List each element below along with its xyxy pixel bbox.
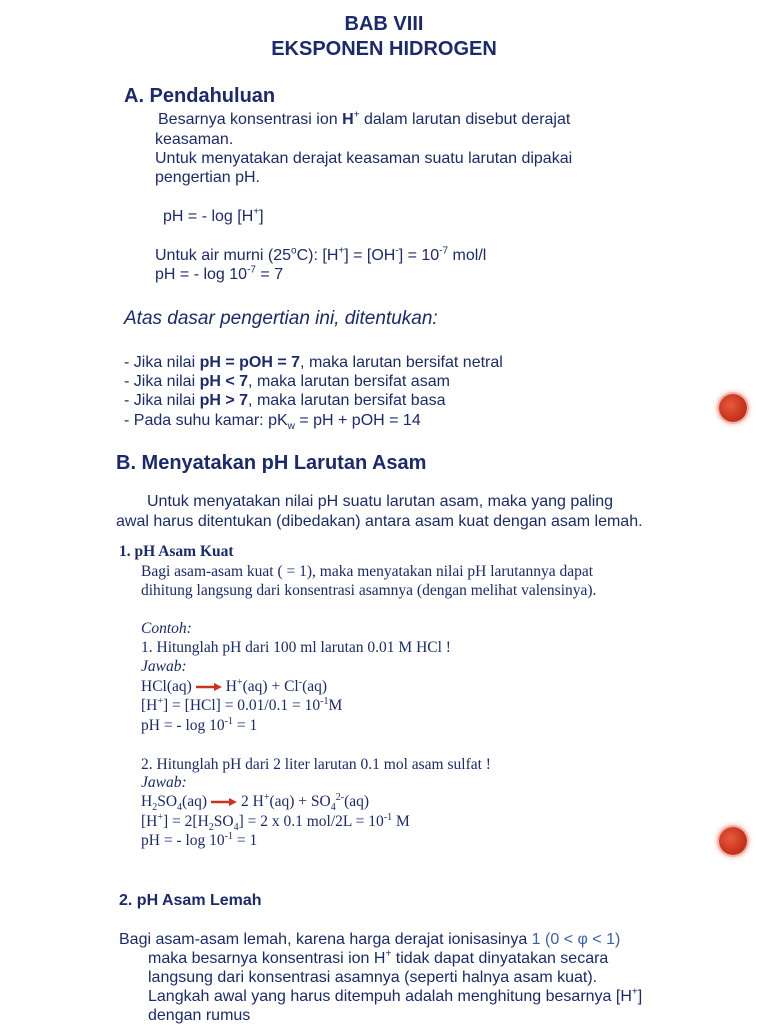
rule-neutral: - Jika nilai pH = pOH = 7, maka larutan bersifat netral (124, 354, 503, 371)
pure-water-line: Untuk air murni (25$^o$C): $[H^+] = [OH^-] = 10^{-7}$ mol/l (155, 245, 487, 264)
red-dot-icon (719, 394, 747, 422)
reaction-arrow-icon (196, 682, 222, 692)
weak-acid-text-line2: maka besarnya konsentrasi ion H+ tidak dapat dinyatakan secara (148, 948, 609, 967)
rule-base: - Jika nilai pH > 7, maka larutan bersifat basa (124, 392, 446, 409)
section-a-heading: A. Pendahuluan (124, 85, 276, 107)
rule-room-temperature: - Pada suhu kamar: $pK_w$ = pH + pOH = 14 (124, 412, 421, 433)
weak-acid-text-line4: Langkah awal yang harus ditempuh adalah menghitung besarnya [H+] (148, 986, 643, 1005)
intro-paragraph-line1: Besarnya konsentrasi ion H+ dalam larutan disebut derajat (158, 109, 571, 128)
example1-question: 1. Hitunglah pH dari 100 ml larutan 0.01 M HCl ! (141, 639, 451, 656)
weak-acid-text-line1: Bagi asam-asam lemah, karena harga derajat ionisasinya 1 (0 < φ < 1) (119, 931, 621, 948)
strong-acid-heading: 1. pH Asam Kuat (119, 543, 234, 560)
rules-heading: Atas dasar pengertian ini, ditentukan: (124, 308, 438, 329)
example1-ph: pH = - $\log 10^{-1} = 1$ (141, 715, 258, 734)
reaction-arrow-icon (211, 797, 237, 807)
pure-water-ph: pH = - $\log 10^{-7} = 7$ (155, 264, 284, 283)
example2-answer-label: Jawab: (141, 774, 187, 791)
example-label: Contoh: (141, 620, 192, 637)
example1-reaction: HCl(aq) H+(aq) + Cl-(aq) (141, 676, 328, 695)
example2-concentration: $[H^+] = 2[H_2SO_4] = 2$ x 0.1 $mol/2L = 10^{-1}$ M (141, 811, 410, 834)
red-dot-icon (719, 827, 747, 855)
example1-concentration: $[H^+] = [HCl] = 0.01/0.1 = 10^{-1}M$ (141, 695, 343, 714)
strong-acid-text-line1: Bagi asam-asam kuat ( = 1), maka menyatakan nilai pH larutannya dapat (141, 563, 594, 580)
ph-formula: pH = - log [H+] (163, 206, 264, 225)
strong-acid-text-line2: dihitung langsung dari konsentrasi asamnya (dengan melihat valensinya). (141, 582, 597, 599)
weak-acid-text-line5: dengan rumus (148, 1007, 251, 1024)
chapter-label: BAB VIII (344, 13, 424, 35)
example2-reaction: $H_2SO_4(aq)$ 2 $H^+(aq) + SO_4^{2-}(aq)$ (141, 791, 370, 814)
section-b-intro-line2: awal harus ditentukan (dibedakan) antara asam kuat dengan asam lemah. (116, 513, 643, 530)
page-title: EKSPONEN HIDROGEN (271, 38, 497, 60)
rule-acid: - Jika nilai pH < 7, maka larutan bersifat asam (124, 373, 450, 390)
weak-acid-text-line3: langsung dari konsentrasi asamnya (seperti halnya asam kuat). (148, 969, 598, 986)
example2-ph: pH = - $\log 10^{-1} = 1$ (141, 830, 258, 849)
intro-paragraph2-line2: pengertian pH. (155, 169, 260, 186)
example2-question: 2. Hitunglah pH dari 2 liter larutan 0.1 mol asam sulfat ! (141, 756, 491, 773)
section-b-heading: B. Menyatakan pH Larutan Asam (116, 452, 427, 474)
intro-paragraph2-line1: Untuk menyatakan derajat keasaman suatu larutan dipakai (155, 150, 573, 167)
example1-answer-label: Jawab: (141, 658, 187, 675)
weak-acid-heading: 2. pH Asam Lemah (119, 892, 262, 909)
section-b-intro-line1: Untuk menyatakan nilai pH suatu larutan asam, maka yang paling (147, 493, 614, 510)
intro-paragraph-line2: keasaman. (155, 131, 234, 148)
